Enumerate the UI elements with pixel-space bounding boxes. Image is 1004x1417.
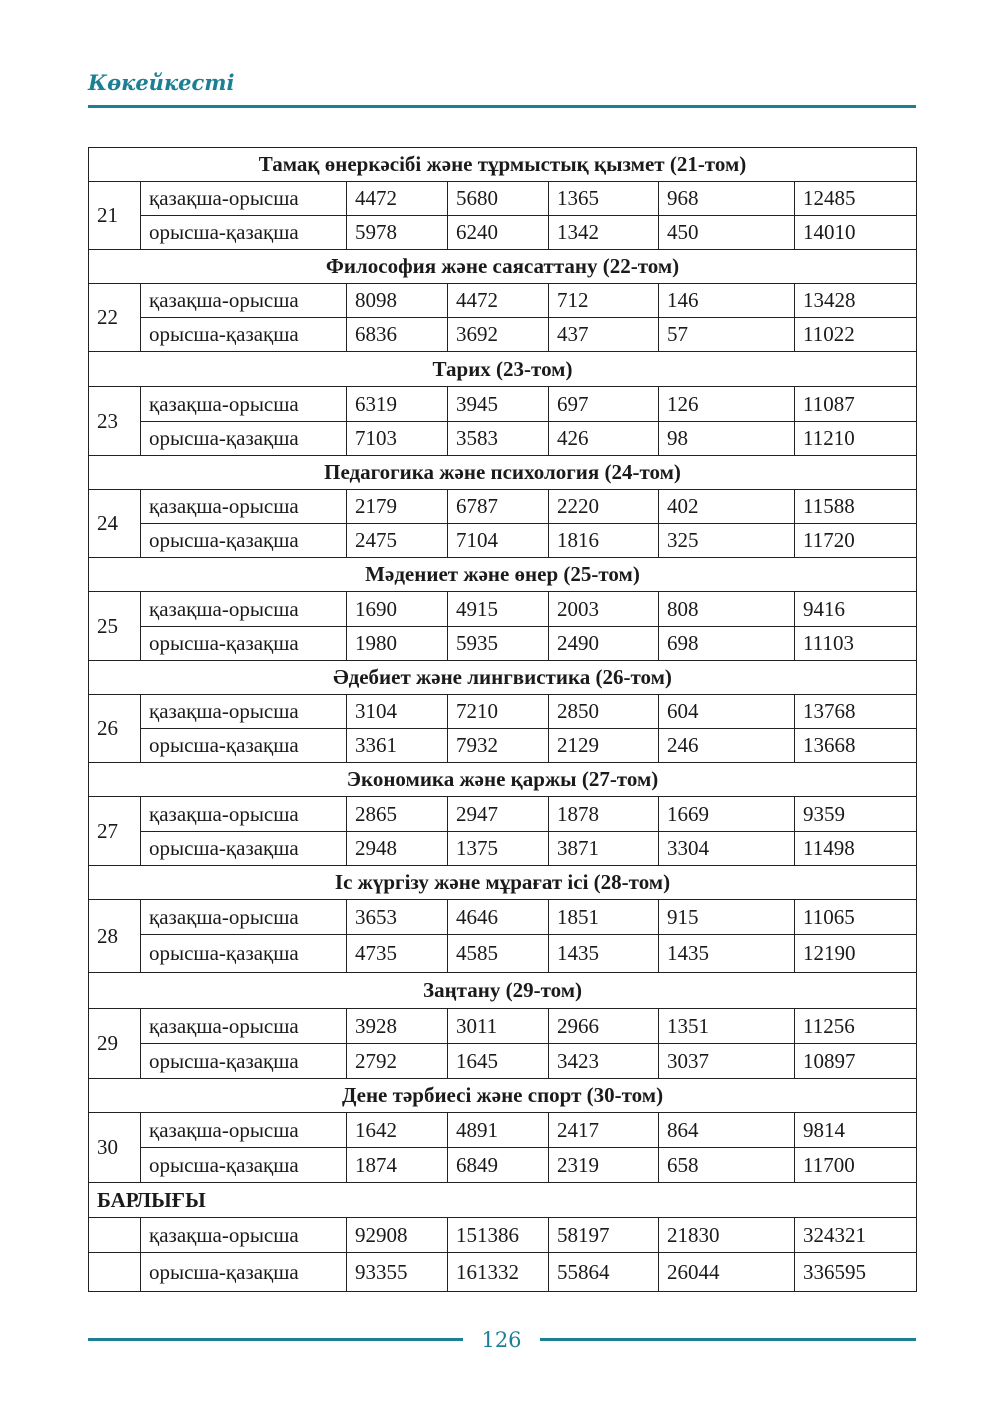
value-cell: 450: [659, 216, 795, 250]
table-row: [89, 216, 917, 250]
section-title: Экономика және қаржы (27-том): [89, 763, 917, 797]
table-row: [89, 1044, 917, 1079]
direction-label: қазақша-орысша: [141, 900, 347, 935]
value-cell: 7932: [448, 729, 549, 763]
value-cell: 712: [549, 284, 659, 318]
section-title: Педагогика және психология (24-том): [89, 456, 917, 490]
direction-label: қазақша-орысша: [141, 284, 347, 318]
total-value-cell: 21830: [659, 1218, 795, 1253]
direction-label: қазақша-орысша: [141, 695, 347, 729]
direction-label: орысша-қазақша: [141, 935, 347, 973]
value-cell: 146: [659, 284, 795, 318]
value-cell: 4585: [448, 935, 549, 973]
total-value-cell: 92908: [347, 1218, 448, 1253]
section-header-row: [89, 763, 917, 797]
section-header-row: [89, 973, 917, 1009]
value-cell: 11087: [795, 387, 917, 422]
value-cell: 3692: [448, 318, 549, 352]
value-cell: 6849: [448, 1148, 549, 1183]
value-cell: 6836: [347, 318, 448, 352]
value-cell: 1435: [549, 935, 659, 973]
table-row: [89, 1113, 917, 1148]
value-cell: 2792: [347, 1044, 448, 1079]
value-cell: 2220: [549, 490, 659, 524]
table-row: [89, 318, 917, 352]
volume-number: 22: [89, 284, 141, 352]
direction-label: орысша-қазақша: [141, 318, 347, 352]
value-cell: 3871: [549, 832, 659, 866]
value-cell: 604: [659, 695, 795, 729]
volume-number: 27: [89, 797, 141, 866]
total-header-row: [89, 1183, 917, 1218]
direction-label: орысша-қазақша: [141, 1148, 347, 1183]
section-header-row: [89, 456, 917, 490]
value-cell: 11210: [795, 422, 917, 456]
value-cell: 6787: [448, 490, 549, 524]
direction-label: орысша-қазақша: [141, 1044, 347, 1079]
value-cell: 9359: [795, 797, 917, 832]
value-cell: 11588: [795, 490, 917, 524]
volume-number: 26: [89, 695, 141, 763]
section-title: Дене тәрбиесі және спорт (30-том): [89, 1079, 917, 1113]
value-cell: 1342: [549, 216, 659, 250]
direction-label: қазақша-орысша: [141, 490, 347, 524]
section-header-row: [89, 661, 917, 695]
value-cell: 864: [659, 1113, 795, 1148]
direction-label: қазақша-орысша: [141, 1218, 347, 1253]
value-cell: 1816: [549, 524, 659, 558]
direction-label: орысша-қазақша: [141, 524, 347, 558]
table-row: [89, 524, 917, 558]
direction-label: қазақша-орысша: [141, 1009, 347, 1044]
value-cell: 3653: [347, 900, 448, 935]
value-cell: 4735: [347, 935, 448, 973]
value-cell: 2319: [549, 1148, 659, 1183]
table-row: [89, 627, 917, 661]
value-cell: 325: [659, 524, 795, 558]
value-cell: 7104: [448, 524, 549, 558]
value-cell: 3423: [549, 1044, 659, 1079]
value-cell: 1980: [347, 627, 448, 661]
table-row: [89, 1148, 917, 1183]
value-cell: 1645: [448, 1044, 549, 1079]
value-cell: 11022: [795, 318, 917, 352]
value-cell: 7103: [347, 422, 448, 456]
volume-number: 29: [89, 1009, 141, 1079]
value-cell: 4646: [448, 900, 549, 935]
value-cell: 2966: [549, 1009, 659, 1044]
value-cell: 2947: [448, 797, 549, 832]
total-value-cell: 26044: [659, 1253, 795, 1292]
value-cell: 1351: [659, 1009, 795, 1044]
value-cell: 11103: [795, 627, 917, 661]
volume-number: 24: [89, 490, 141, 558]
total-row: [89, 1253, 917, 1292]
table-row: [89, 182, 917, 216]
value-cell: 57: [659, 318, 795, 352]
total-value-cell: 55864: [549, 1253, 659, 1292]
section-title: Заңтану (29-том): [89, 973, 917, 1009]
table-row: [89, 1009, 917, 1044]
value-cell: 8098: [347, 284, 448, 318]
table-row: [89, 729, 917, 763]
total-value-cell: 324321: [795, 1218, 917, 1253]
value-cell: 426: [549, 422, 659, 456]
value-cell: 11720: [795, 524, 917, 558]
volume-number: 23: [89, 387, 141, 456]
direction-label: қазақша-орысша: [141, 797, 347, 832]
value-cell: 11498: [795, 832, 917, 866]
value-cell: 2475: [347, 524, 448, 558]
table-row: [89, 900, 917, 935]
value-cell: 4891: [448, 1113, 549, 1148]
total-value-cell: 336595: [795, 1253, 917, 1292]
empty-cell: [89, 1218, 141, 1253]
value-cell: 11256: [795, 1009, 917, 1044]
value-cell: 3945: [448, 387, 549, 422]
value-cell: 2850: [549, 695, 659, 729]
value-cell: 1435: [659, 935, 795, 973]
value-cell: 14010: [795, 216, 917, 250]
section-header-row: [89, 148, 917, 182]
value-cell: 1669: [659, 797, 795, 832]
table-row: [89, 284, 917, 318]
value-cell: 697: [549, 387, 659, 422]
section-title: Мәдениет және өнер (25-том): [89, 558, 917, 592]
value-cell: 3304: [659, 832, 795, 866]
table-row: [89, 832, 917, 866]
volume-number: 21: [89, 182, 141, 250]
value-cell: 1365: [549, 182, 659, 216]
direction-label: орысша-қазақша: [141, 627, 347, 661]
direction-label: орысша-қазақша: [141, 832, 347, 866]
table-row: [89, 592, 917, 627]
page-number: 126: [481, 1328, 522, 1352]
table-body: [89, 148, 917, 1292]
value-cell: 402: [659, 490, 795, 524]
value-cell: 5935: [448, 627, 549, 661]
value-cell: 437: [549, 318, 659, 352]
section-title: Тамақ өнеркәсібі және тұрмыстық қызмет (21-том): [89, 148, 917, 182]
footer-rule-left: [88, 1338, 463, 1341]
value-cell: 3011: [448, 1009, 549, 1044]
section-title: Тарих (23-том): [89, 352, 917, 387]
value-cell: 10897: [795, 1044, 917, 1079]
value-cell: 3104: [347, 695, 448, 729]
footer-rule-right: [540, 1338, 916, 1341]
value-cell: 2490: [549, 627, 659, 661]
total-value-cell: 151386: [448, 1218, 549, 1253]
value-cell: 1690: [347, 592, 448, 627]
value-cell: 1878: [549, 797, 659, 832]
value-cell: 12190: [795, 935, 917, 973]
value-cell: 3583: [448, 422, 549, 456]
section-header-row: [89, 1079, 917, 1113]
value-cell: 13668: [795, 729, 917, 763]
value-cell: 698: [659, 627, 795, 661]
table-row: [89, 387, 917, 422]
direction-label: қазақша-орысша: [141, 387, 347, 422]
value-cell: 12485: [795, 182, 917, 216]
value-cell: 915: [659, 900, 795, 935]
value-cell: 4915: [448, 592, 549, 627]
direction-label: қазақша-орысша: [141, 1113, 347, 1148]
total-value-cell: 93355: [347, 1253, 448, 1292]
value-cell: 808: [659, 592, 795, 627]
volume-number: 25: [89, 592, 141, 661]
total-value-cell: 161332: [448, 1253, 549, 1292]
section-header-row: [89, 250, 917, 284]
section-title: Іс жүргізу және мұрағат ісі (28-том): [89, 866, 917, 900]
section-header-row: [89, 558, 917, 592]
direction-label: орысша-қазақша: [141, 1253, 347, 1292]
value-cell: 246: [659, 729, 795, 763]
value-cell: 98: [659, 422, 795, 456]
value-cell: 658: [659, 1148, 795, 1183]
value-cell: 1642: [347, 1113, 448, 1148]
value-cell: 3361: [347, 729, 448, 763]
statistics-table: [88, 147, 917, 1292]
total-title: БАРЛЫҒЫ: [89, 1183, 917, 1218]
table-row: [89, 935, 917, 973]
direction-label: орысша-қазақша: [141, 422, 347, 456]
section-header-row: [89, 866, 917, 900]
table-row: [89, 797, 917, 832]
value-cell: 2003: [549, 592, 659, 627]
direction-label: орысша-қазақша: [141, 729, 347, 763]
value-cell: 13768: [795, 695, 917, 729]
value-cell: 968: [659, 182, 795, 216]
table-row: [89, 490, 917, 524]
empty-cell: [89, 1253, 141, 1292]
value-cell: 1874: [347, 1148, 448, 1183]
header-rule: [88, 105, 916, 108]
value-cell: 3928: [347, 1009, 448, 1044]
value-cell: 4472: [448, 284, 549, 318]
direction-label: қазақша-орысша: [141, 182, 347, 216]
section-title: Философия және саясаттану (22-том): [89, 250, 917, 284]
volume-number: 28: [89, 900, 141, 973]
value-cell: 1375: [448, 832, 549, 866]
total-value-cell: 58197: [549, 1218, 659, 1253]
direction-label: қазақша-орысша: [141, 592, 347, 627]
value-cell: 13428: [795, 284, 917, 318]
value-cell: 5680: [448, 182, 549, 216]
value-cell: 3037: [659, 1044, 795, 1079]
value-cell: 2948: [347, 832, 448, 866]
value-cell: 11065: [795, 900, 917, 935]
value-cell: 7210: [448, 695, 549, 729]
value-cell: 2417: [549, 1113, 659, 1148]
direction-label: орысша-қазақша: [141, 216, 347, 250]
volume-number: 30: [89, 1113, 141, 1183]
value-cell: 126: [659, 387, 795, 422]
value-cell: 9416: [795, 592, 917, 627]
value-cell: 4472: [347, 182, 448, 216]
value-cell: 2865: [347, 797, 448, 832]
value-cell: 2129: [549, 729, 659, 763]
value-cell: 1851: [549, 900, 659, 935]
table-row: [89, 695, 917, 729]
value-cell: 11700: [795, 1148, 917, 1183]
value-cell: 2179: [347, 490, 448, 524]
total-row: [89, 1218, 917, 1253]
value-cell: 5978: [347, 216, 448, 250]
section-title: Әдебиет және лингвистика (26-том): [89, 661, 917, 695]
running-head-title: Көкейкесті: [88, 70, 235, 95]
value-cell: 9814: [795, 1113, 917, 1148]
table-row: [89, 422, 917, 456]
value-cell: 6240: [448, 216, 549, 250]
value-cell: 6319: [347, 387, 448, 422]
section-header-row: [89, 352, 917, 387]
